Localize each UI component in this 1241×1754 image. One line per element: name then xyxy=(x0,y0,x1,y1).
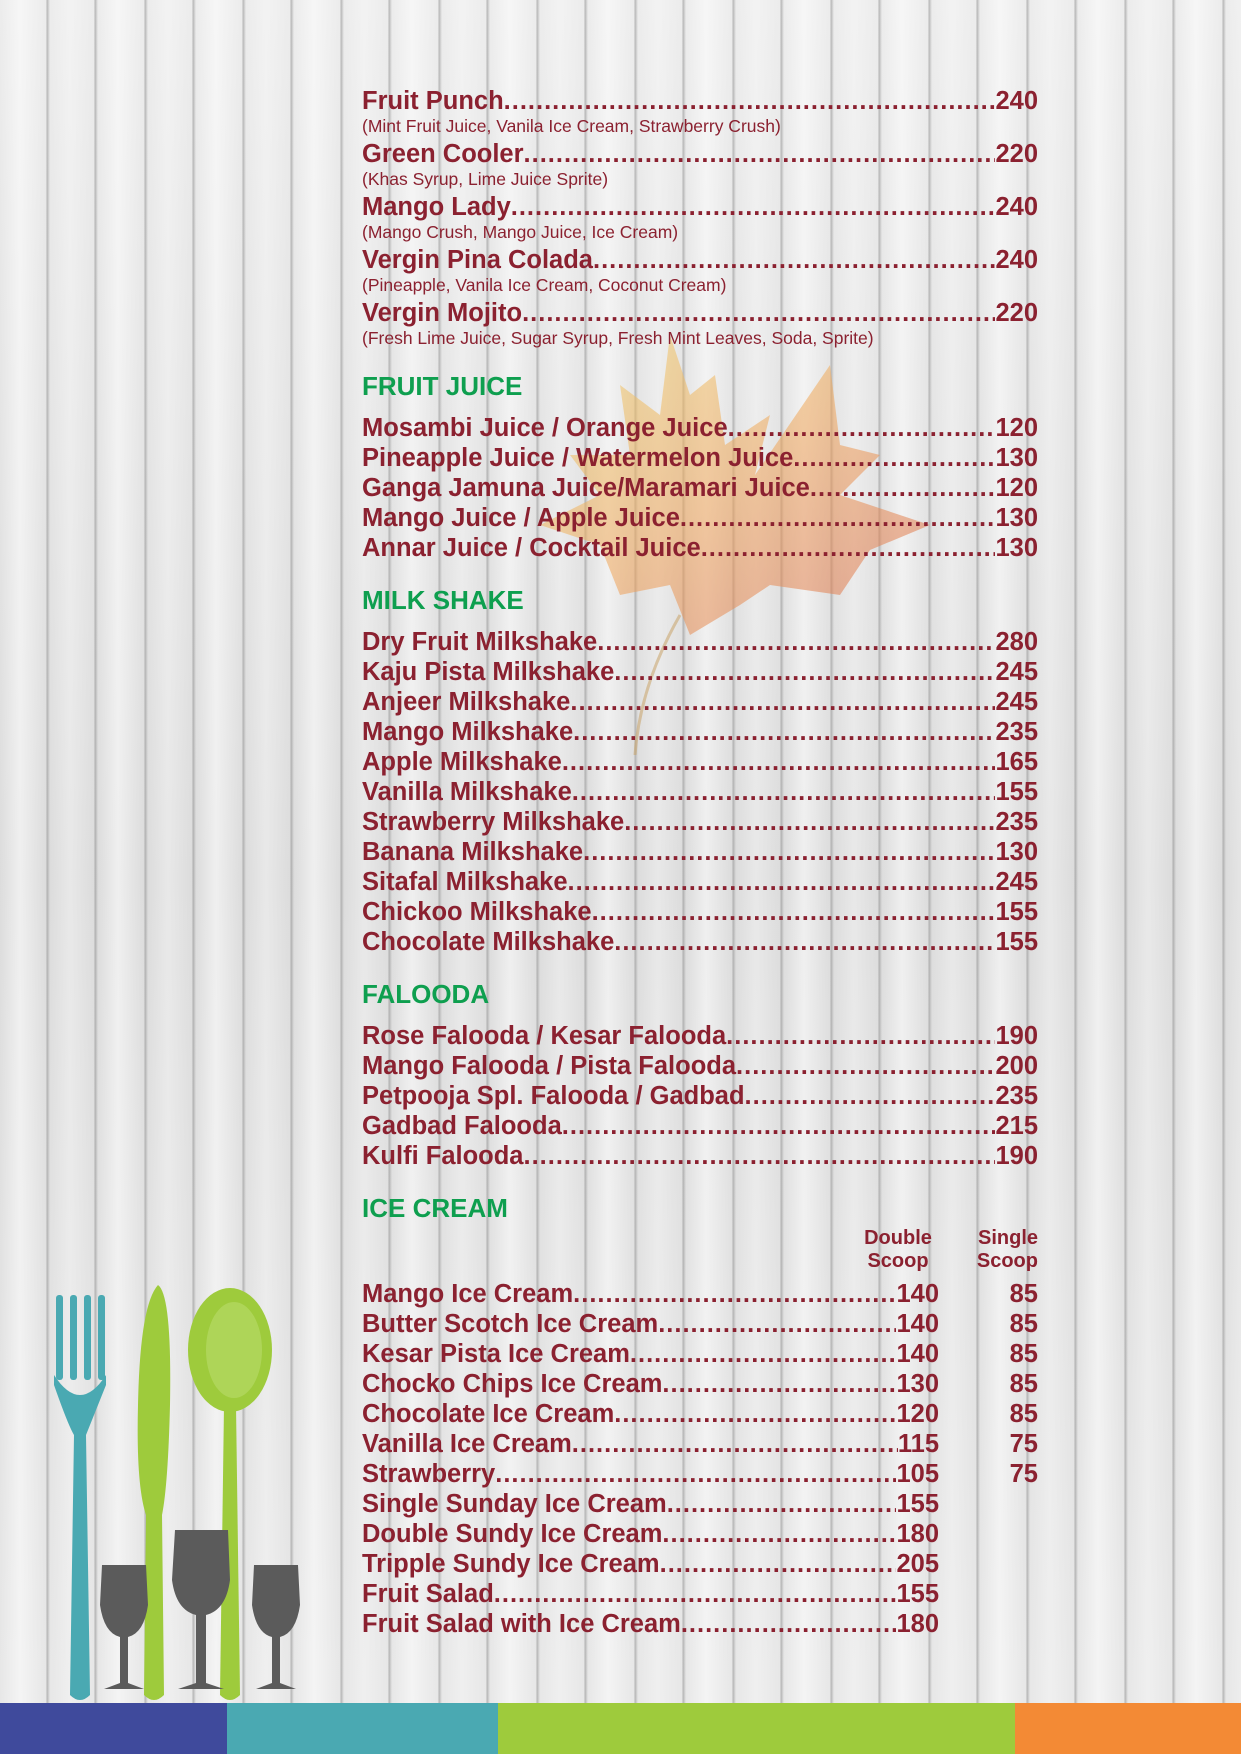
dot-leader xyxy=(614,1399,896,1429)
dot-leader xyxy=(624,807,995,837)
dot-leader xyxy=(568,867,996,897)
item-name: Annar Juice / Cocktail Juice xyxy=(362,534,701,562)
menu-item xyxy=(362,1021,1038,1051)
item-name: Mango Lady xyxy=(362,193,511,221)
double-scoop-price: 115 xyxy=(897,1430,939,1458)
single-scoop-price: 75 xyxy=(1009,1430,1038,1458)
dot-leader xyxy=(573,717,995,747)
double-scoop-price: 155 xyxy=(896,1580,939,1608)
header-line: Scoop xyxy=(976,1250,1038,1272)
item-name: Kesar Pista Ice Cream xyxy=(362,1340,630,1368)
ice-cream-column-headers xyxy=(362,1227,1038,1273)
menu-item xyxy=(362,473,1038,503)
item-name: Kulfi Falooda xyxy=(362,1142,524,1170)
item-name: Dry Fruit Milkshake xyxy=(362,628,598,656)
menu-item xyxy=(362,533,1038,563)
item-name: Mango Milkshake xyxy=(362,718,574,746)
item-price: 130 xyxy=(995,838,1038,866)
item-price: 120 xyxy=(995,474,1038,502)
item-name: Vanilla Ice Cream xyxy=(362,1430,572,1458)
menu-item xyxy=(362,1141,1038,1171)
item-name: Strawberry Milkshake xyxy=(362,808,625,836)
header-line: Scoop xyxy=(867,1250,929,1272)
item-price: 155 xyxy=(995,778,1038,806)
menu-item xyxy=(362,627,1038,657)
menu-item xyxy=(362,1399,1038,1429)
item-description: (Mango Crush, Mango Juice, Ice Cream) xyxy=(362,222,679,242)
menu-item xyxy=(362,1279,1038,1309)
item-price: 130 xyxy=(995,504,1038,532)
item-price: 130 xyxy=(995,534,1038,562)
item-name: Chocolate Ice Cream xyxy=(362,1400,615,1428)
dot-leader xyxy=(522,298,995,328)
item-price: 155 xyxy=(995,898,1038,926)
menu-item xyxy=(362,1579,1038,1609)
item-name: Vergin Mojito xyxy=(362,299,523,327)
item-name: Mango Juice / Apple Juice xyxy=(362,504,680,532)
menu-item xyxy=(362,837,1038,867)
menu-item xyxy=(362,503,1038,533)
item-price: 200 xyxy=(995,1052,1038,1080)
item-name: Single Sunday Ice Cream xyxy=(362,1490,667,1518)
dot-leader xyxy=(511,192,996,222)
item-name: Fruit Salad with Ice Cream xyxy=(362,1610,681,1638)
menu-item xyxy=(362,413,1038,443)
double-scoop-price: 205 xyxy=(896,1550,939,1578)
menu-item xyxy=(362,298,1038,349)
single-scoop-price: 85 xyxy=(1009,1370,1038,1398)
dot-leader xyxy=(736,1051,995,1081)
dot-leader xyxy=(504,86,996,116)
footer-bar-green xyxy=(498,1703,1015,1754)
ice-cream-section xyxy=(362,1193,1038,1639)
item-name: Double Sundy Ice Cream xyxy=(362,1520,663,1548)
dot-leader xyxy=(570,687,995,717)
item-name: Green Cooler xyxy=(362,140,524,168)
item-name: Butter Scotch Ice Cream xyxy=(362,1310,659,1338)
dot-leader xyxy=(745,1081,996,1111)
menu-item xyxy=(362,192,1038,243)
dot-leader xyxy=(524,1141,996,1171)
knife-icon xyxy=(138,1285,171,1700)
item-name: Sitafal Milkshake xyxy=(362,868,568,896)
menu-item xyxy=(362,1609,1038,1639)
item-name: Chickoo Milkshake xyxy=(362,898,592,926)
item-price: 245 xyxy=(995,868,1038,896)
dot-leader xyxy=(597,627,995,657)
item-price: 190 xyxy=(995,1022,1038,1050)
double-scoop-price: 130 xyxy=(896,1370,939,1398)
menu-item xyxy=(362,139,1038,190)
menu-item xyxy=(362,717,1038,747)
item-name: Kaju Pista Milkshake xyxy=(362,658,615,686)
dot-leader xyxy=(726,1021,995,1051)
double-scoop-header xyxy=(858,1227,938,1273)
menu-item xyxy=(362,1519,1038,1549)
item-description: (Fresh Lime Juice, Sugar Syrup, Fresh Mint Leaves, Soda, Sprite) xyxy=(362,328,874,348)
dot-leader xyxy=(681,1609,897,1639)
footer-bar-blue xyxy=(0,1703,227,1754)
item-description: (Mint Fruit Juice, Vanila Ice Cream, Strawberry Crush) xyxy=(362,116,781,136)
fruit-juice-section xyxy=(362,371,1038,563)
dot-leader xyxy=(494,1579,897,1609)
double-scoop-price: 120 xyxy=(896,1400,939,1428)
dot-leader xyxy=(810,473,996,503)
item-price: 280 xyxy=(995,628,1038,656)
item-price: 245 xyxy=(995,688,1038,716)
wine-glasses-icon xyxy=(100,1530,300,1689)
menu-item xyxy=(362,1081,1038,1111)
item-price: 235 xyxy=(995,808,1038,836)
item-name: Petpooja Spl. Falooda / Gadbad xyxy=(362,1082,745,1110)
header-line: Single xyxy=(977,1227,1038,1249)
footer-bar-teal xyxy=(227,1703,498,1754)
dot-leader xyxy=(562,747,996,777)
single-scoop-price: 85 xyxy=(1009,1340,1038,1368)
header-line: Double xyxy=(864,1227,932,1249)
dot-leader xyxy=(593,245,995,275)
cutlery-glasses-icon xyxy=(40,1285,320,1705)
menu-item xyxy=(362,687,1038,717)
dot-leader xyxy=(573,1279,896,1309)
menu-item xyxy=(362,747,1038,777)
menu-item xyxy=(362,1111,1038,1141)
single-scoop-price: 85 xyxy=(1009,1310,1038,1338)
dot-leader xyxy=(630,1339,897,1369)
item-price: 235 xyxy=(995,718,1038,746)
menu-item xyxy=(362,867,1038,897)
item-price: 220 xyxy=(995,140,1038,168)
dot-leader xyxy=(614,927,995,957)
item-name: Chocolate Milkshake xyxy=(362,928,615,956)
item-name: Fruit Salad xyxy=(362,1580,494,1608)
double-scoop-price: 180 xyxy=(896,1520,939,1548)
item-price: 240 xyxy=(995,193,1038,221)
fork-icon xyxy=(54,1295,106,1700)
double-scoop-price: 140 xyxy=(896,1310,939,1338)
menu-item xyxy=(362,897,1038,927)
menu-item xyxy=(362,1549,1038,1579)
section-title: MILK SHAKE xyxy=(362,585,524,615)
dot-leader xyxy=(524,139,996,169)
item-name: Pineapple Juice / Watermelon Juice xyxy=(362,444,794,472)
single-scoop-price: 85 xyxy=(1009,1280,1038,1308)
single-scoop-header xyxy=(938,1227,1038,1273)
item-description: (Khas Syrup, Lime Juice Sprite) xyxy=(362,169,609,189)
item-price: 220 xyxy=(995,299,1038,327)
item-price: 130 xyxy=(995,444,1038,472)
menu-item xyxy=(362,777,1038,807)
menu-item xyxy=(362,1429,1038,1459)
section-title: ICE CREAM xyxy=(362,1193,508,1223)
menu-item xyxy=(362,443,1038,473)
double-scoop-price: 105 xyxy=(896,1460,939,1488)
item-price: 165 xyxy=(995,748,1038,776)
dot-leader xyxy=(614,657,995,687)
item-name: Mango Ice Cream xyxy=(362,1280,574,1308)
item-name: Strawberry xyxy=(362,1460,496,1488)
item-name: Chocko Chips Ice Cream xyxy=(362,1370,663,1398)
item-price: 240 xyxy=(995,87,1038,115)
single-scoop-price: 85 xyxy=(1009,1400,1038,1428)
item-price: 215 xyxy=(995,1112,1038,1140)
dot-leader xyxy=(701,533,996,563)
menu-item xyxy=(362,807,1038,837)
dot-leader xyxy=(662,1369,896,1399)
item-price: 240 xyxy=(995,246,1038,274)
item-description: (Pineapple, Vanila Ice Cream, Coconut Cream) xyxy=(362,275,727,295)
menu-item xyxy=(362,1051,1038,1081)
dot-leader xyxy=(562,1111,996,1141)
dot-leader xyxy=(662,1519,896,1549)
dot-leader xyxy=(572,1429,898,1459)
menu-item xyxy=(362,657,1038,687)
dot-leader xyxy=(728,413,996,443)
milk-shake-section xyxy=(362,585,1038,957)
menu-item xyxy=(362,1369,1038,1399)
menu-item xyxy=(362,1309,1038,1339)
item-name: Fruit Punch xyxy=(362,87,504,115)
menu-item xyxy=(362,245,1038,296)
dot-leader xyxy=(667,1489,897,1519)
section-title: FRUIT JUICE xyxy=(362,371,523,401)
double-scoop-price: 155 xyxy=(896,1490,939,1518)
dot-leader xyxy=(658,1309,896,1339)
menu-item xyxy=(362,1339,1038,1369)
footer-bar-orange xyxy=(1015,1703,1241,1754)
item-name: Tripple Sundy Ice Cream xyxy=(362,1550,660,1578)
item-price: 235 xyxy=(995,1082,1038,1110)
menu-item xyxy=(362,1459,1038,1489)
item-name: Mosambi Juice / Orange Juice xyxy=(362,414,728,442)
menu-item xyxy=(362,86,1038,137)
menu-page xyxy=(362,86,1038,1639)
item-name: Vanilla Milkshake xyxy=(362,778,572,806)
menu-item xyxy=(362,1489,1038,1519)
item-name: Apple Milkshake xyxy=(362,748,562,776)
dot-leader xyxy=(583,837,995,867)
item-price: 245 xyxy=(995,658,1038,686)
menu-item xyxy=(362,927,1038,957)
dot-leader xyxy=(495,1459,896,1489)
mocktails-section xyxy=(362,86,1038,349)
double-scoop-price: 180 xyxy=(896,1610,939,1638)
item-price: 190 xyxy=(995,1142,1038,1170)
falooda-section xyxy=(362,979,1038,1171)
dot-leader xyxy=(680,503,996,533)
dot-leader xyxy=(660,1549,897,1579)
item-price: 120 xyxy=(995,414,1038,442)
item-name: Gadbad Falooda xyxy=(362,1112,562,1140)
item-name: Mango Falooda / Pista Falooda xyxy=(362,1052,737,1080)
item-name: Banana Milkshake xyxy=(362,838,584,866)
dot-leader xyxy=(572,777,996,807)
single-scoop-price: 75 xyxy=(1009,1460,1038,1488)
item-price: 155 xyxy=(995,928,1038,956)
item-name: Vergin Pina Colada xyxy=(362,246,593,274)
item-name: Ganga Jamuna Juice/Maramari Juice xyxy=(362,474,810,502)
section-title: FALOODA xyxy=(362,979,490,1009)
double-scoop-price: 140 xyxy=(896,1280,939,1308)
item-name: Anjeer Milkshake xyxy=(362,688,571,716)
item-name: Rose Falooda / Kesar Falooda xyxy=(362,1022,727,1050)
dot-leader xyxy=(592,897,996,927)
dot-leader xyxy=(793,443,995,473)
double-scoop-price: 140 xyxy=(896,1340,939,1368)
